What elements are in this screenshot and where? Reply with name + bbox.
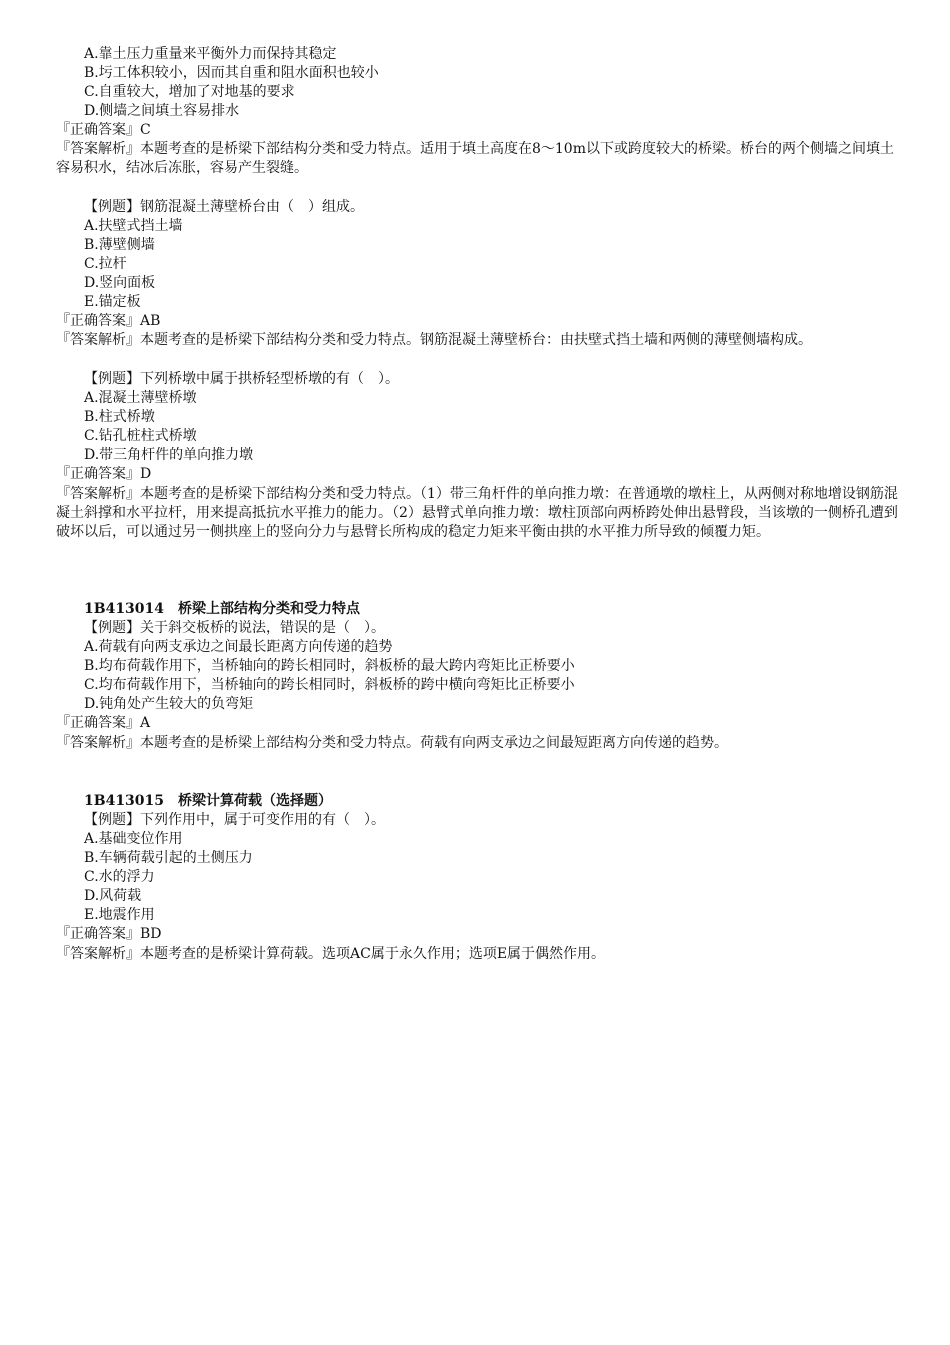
correct-answer: 『正确答案』C bbox=[56, 122, 151, 138]
section-title: 1B413015 桥梁计算荷载（选择题） bbox=[84, 793, 333, 809]
question-text: 【例题】钢筋混凝土薄壁桥台由（ ）组成。 bbox=[84, 199, 364, 215]
question-text: 【例题】下列桥墩中属于拱桥轻型桥墩的有（ ）。 bbox=[84, 371, 399, 387]
option-e: E.锚定板 bbox=[84, 294, 141, 310]
option-a: A.靠土压力重量来平衡外力而保持其稳定 bbox=[84, 46, 337, 62]
option-b: B.圬工体积较小，因而其自重和阻水面积也较小 bbox=[84, 65, 379, 81]
answer-analysis: 『答案解析』本题考查的是桥梁下部结构分类和受力特点。适用于填土高度在8～10m以下或跨度较大的桥梁。桥台的两个侧墙之间填土容易积水，结冰后冻胀，容易产生裂缝。 bbox=[56, 141, 894, 177]
answer-analysis: 『答案解析』本题考查的是桥梁上部结构分类和受力特点。荷载有向两支承边之间最短距离方向传递的趋势。 bbox=[56, 735, 728, 751]
option-c: C.拉杆 bbox=[84, 256, 127, 272]
option-c: C.水的浮力 bbox=[84, 869, 155, 885]
answer-analysis: 『答案解析』本题考查的是桥梁下部结构分类和受力特点。（1）带三角杆件的单向推力墩：在普通墩的墩柱上，从两侧对称地增设钢筋混凝土斜撑和水平拉杆，用来提高抵抗水平推力的能力。（2）悬臂式单向推力墩：墩柱顶部向两桥跨处伸出悬臂段，当该墩的一侧桥孔遭到破坏以后，可以通过另一侧拱座上的竖向分力与悬臂长所构成的稳定力矩来平衡由拱的水平推力所导致的倾覆力矩。 bbox=[56, 486, 898, 541]
option-b: B.薄壁侧墙 bbox=[84, 237, 155, 253]
option-a: A.基础变位作用 bbox=[84, 831, 183, 847]
option-d: D.风荷载 bbox=[84, 888, 142, 904]
option-d: D.钝角处产生较大的负弯矩 bbox=[84, 696, 254, 712]
option-c: C.钻孔桩柱式桥墩 bbox=[84, 428, 197, 444]
option-d: D.带三角杆件的单向推力墩 bbox=[84, 447, 254, 463]
section-title: 1B413014 桥梁上部结构分类和受力特点 bbox=[84, 601, 361, 617]
option-b: B.柱式桥墩 bbox=[84, 409, 155, 425]
option-a: A.荷载有向两支承边之间最长距离方向传递的趋势 bbox=[84, 639, 393, 655]
correct-answer: 『正确答案』A bbox=[56, 715, 151, 731]
option-c: C.自重较大，增加了对地基的要求 bbox=[84, 84, 295, 100]
correct-answer: 『正确答案』D bbox=[56, 466, 152, 482]
question-text: 【例题】关于斜交板桥的说法，错误的是（ ）。 bbox=[84, 620, 385, 636]
option-d: D.侧墙之间填土容易排水 bbox=[84, 103, 240, 119]
option-a: A.混凝土薄壁桥墩 bbox=[84, 390, 197, 406]
option-c: C.均布荷载作用下，当桥轴向的跨长相同时，斜板桥的跨中横向弯矩比正桥要小 bbox=[84, 677, 575, 693]
correct-answer: 『正确答案』AB bbox=[56, 313, 161, 329]
option-b: B.均布荷载作用下，当桥轴向的跨长相同时，斜板桥的最大跨内弯矩比正桥要小 bbox=[84, 658, 575, 674]
option-a: A.扶壁式挡土墙 bbox=[84, 218, 183, 234]
answer-analysis: 『答案解析』本题考查的是桥梁计算荷载。选项AC属于永久作用；选项E属于偶然作用。 bbox=[56, 946, 606, 962]
option-d: D.竖向面板 bbox=[84, 275, 156, 291]
answer-analysis: 『答案解析』本题考查的是桥梁下部结构分类和受力特点。钢筋混凝土薄壁桥台：由扶壁式挡土墙和两侧的薄壁侧墙构成。 bbox=[56, 332, 812, 348]
option-b: B.车辆荷载引起的土侧压力 bbox=[84, 850, 253, 866]
correct-answer: 『正确答案』BD bbox=[56, 926, 162, 942]
question-text: 【例题】下列作用中，属于可变作用的有（ ）。 bbox=[84, 812, 385, 828]
option-e: E.地震作用 bbox=[84, 907, 155, 923]
